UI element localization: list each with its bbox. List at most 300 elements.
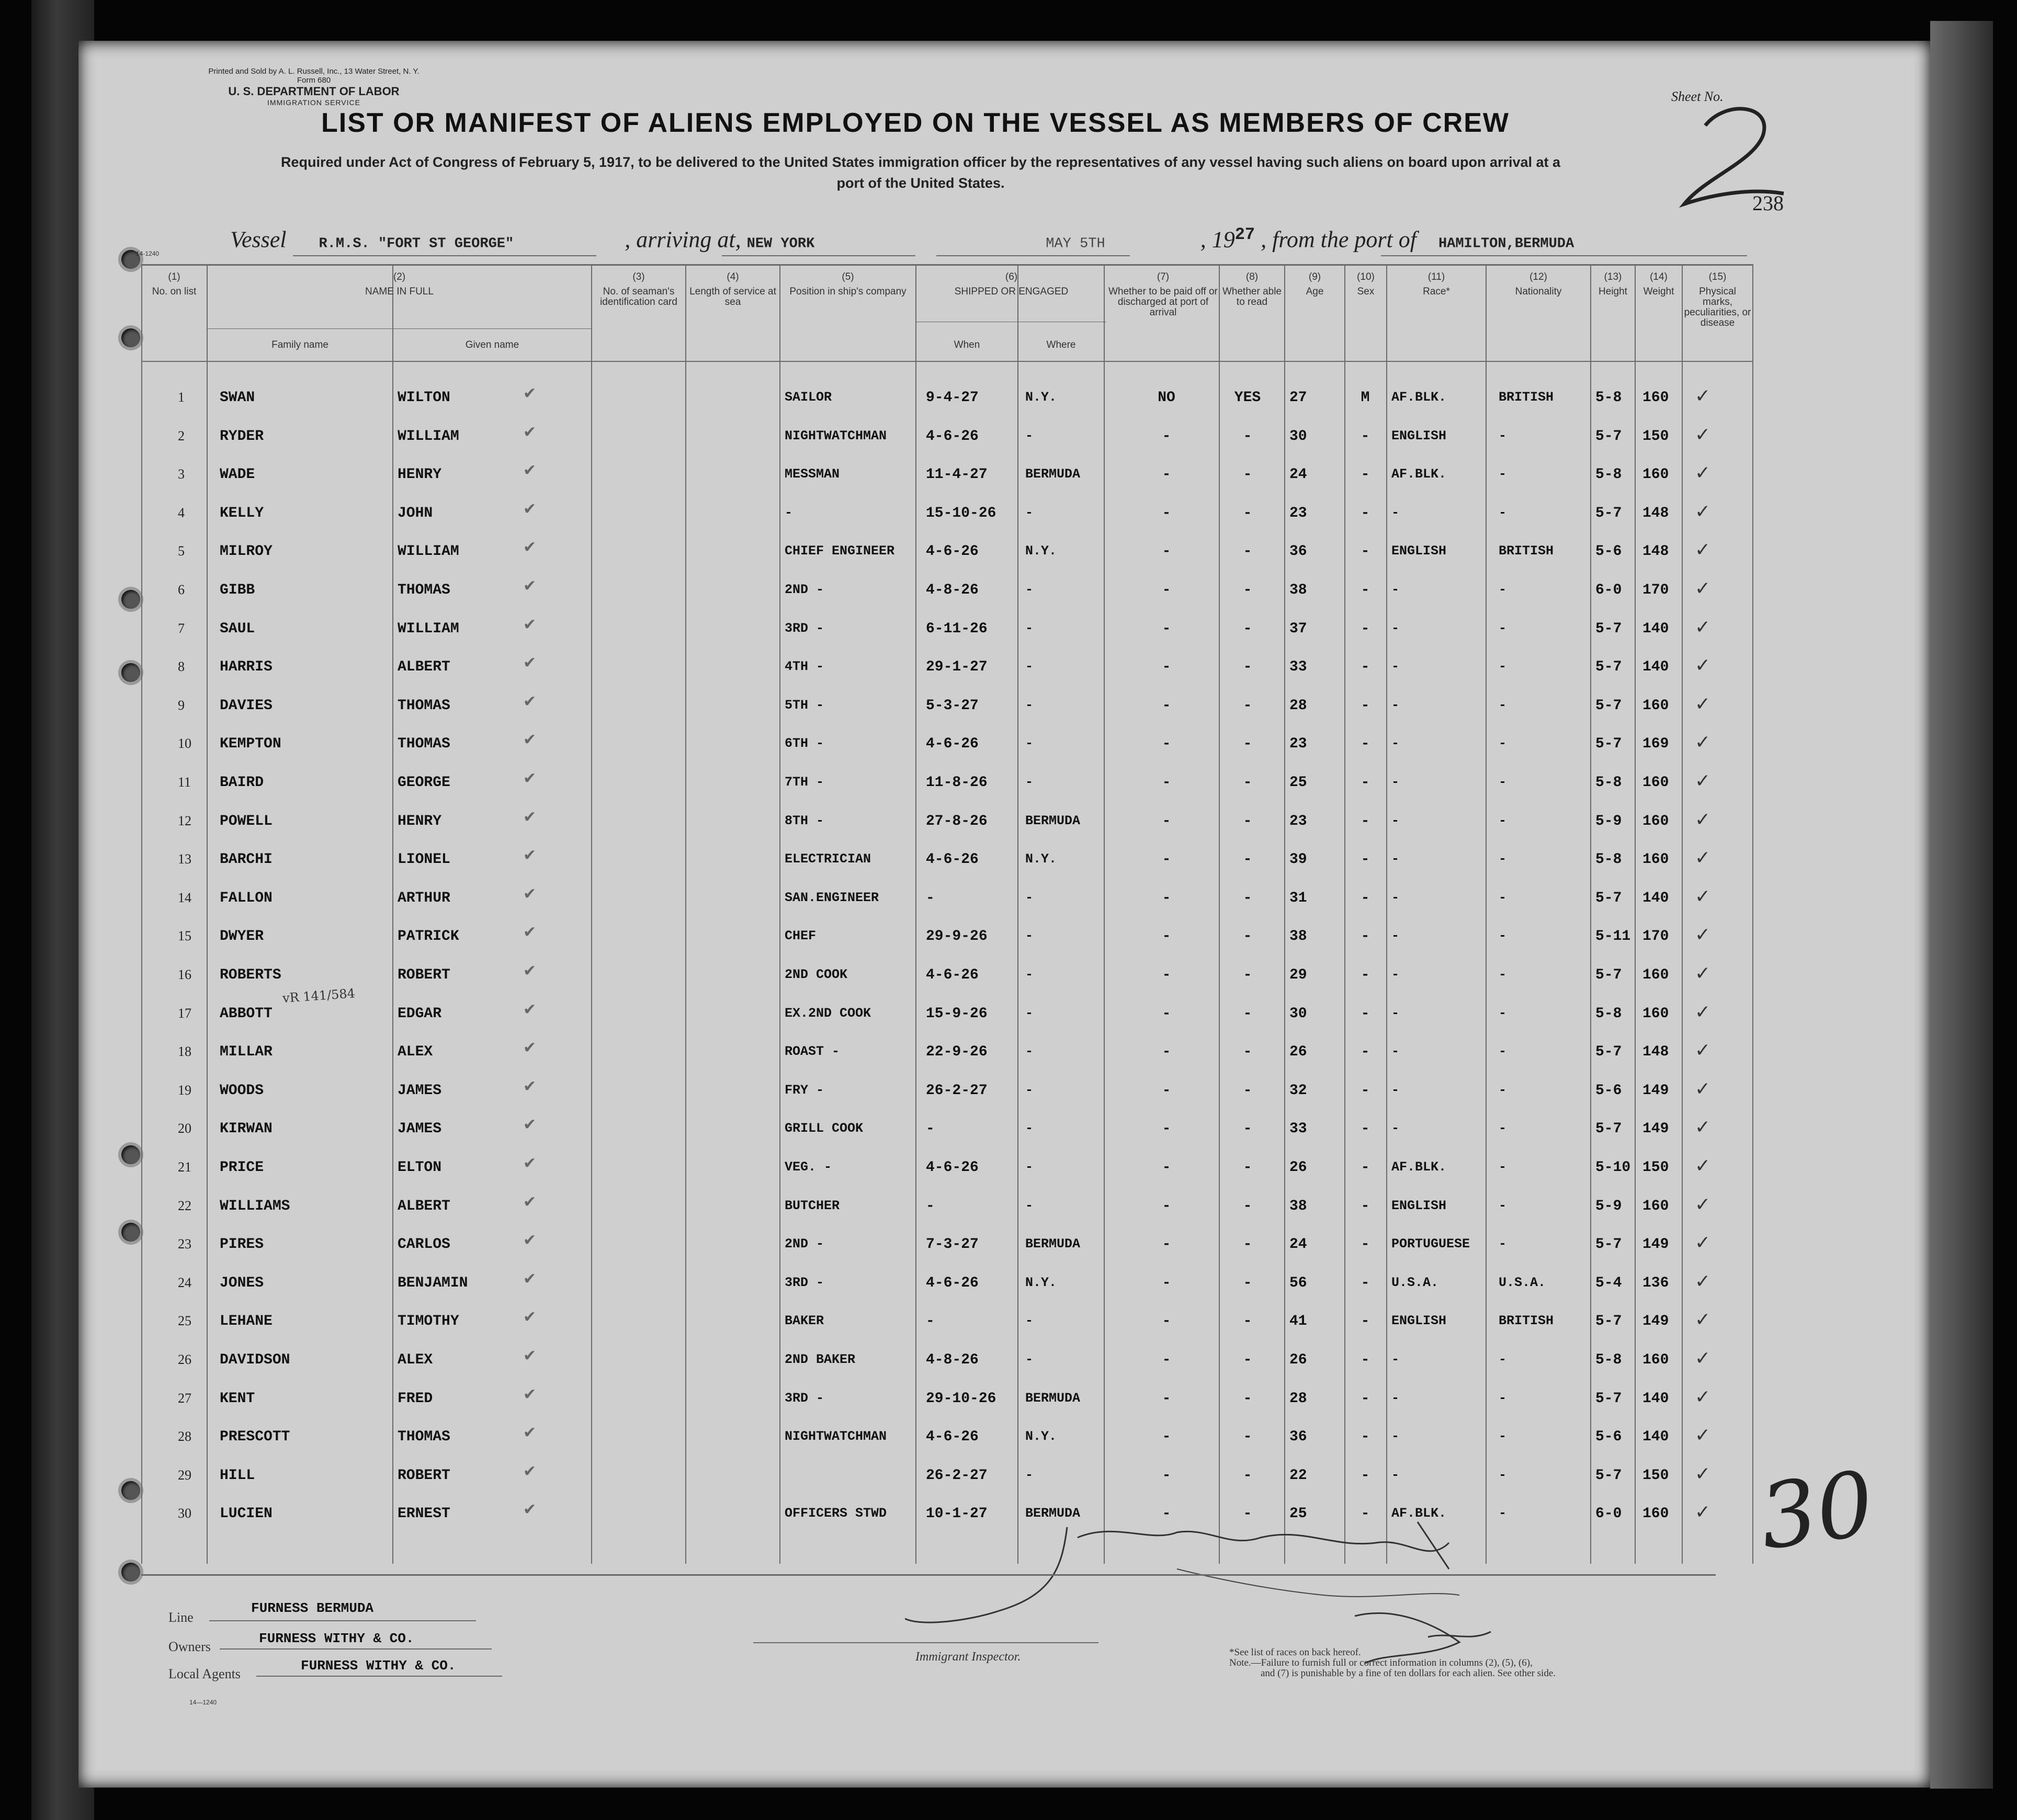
cell-when: 27-8-26 xyxy=(926,813,988,829)
cell-height: 5-9 xyxy=(1595,813,1622,829)
cell-age: 36 xyxy=(1289,1429,1307,1445)
cell-position: 2ND COOK xyxy=(785,967,848,982)
cell-age: 32 xyxy=(1289,1083,1307,1099)
cell-sex: - xyxy=(1361,467,1370,483)
cell-sex: - xyxy=(1361,1275,1370,1291)
cell-given: ALEX xyxy=(398,1352,433,1368)
cell-given: THOMAS xyxy=(398,582,450,598)
checkmark-icon: ✓ xyxy=(1695,617,1711,638)
cell-given: PATRICK xyxy=(398,928,459,945)
row-number: 4 xyxy=(178,505,185,520)
checkmark-icon: ✓ xyxy=(1695,1309,1711,1330)
cell-read: - xyxy=(1243,1236,1252,1253)
cell-nationality: BRITISH xyxy=(1499,1313,1554,1328)
cell-paid: - xyxy=(1162,621,1171,637)
column-rule xyxy=(392,264,393,1564)
cell-where: - xyxy=(1025,1198,1034,1213)
cell-when: 7-3-27 xyxy=(926,1236,979,1253)
col-race-header xyxy=(1387,272,1486,297)
cell-weight: 149 xyxy=(1642,1236,1669,1253)
table-header-rule xyxy=(141,361,1752,362)
cell-weight: 148 xyxy=(1642,1044,1669,1060)
cell-race: AF.BLK. xyxy=(1391,1159,1447,1175)
cell-position: 8TH - xyxy=(785,813,824,828)
cell-read: - xyxy=(1243,1352,1252,1368)
cell-read: - xyxy=(1243,851,1252,868)
cell-when: 4-6-26 xyxy=(926,851,979,868)
cell-family: HARRIS xyxy=(220,659,273,675)
cell-when: 4-8-26 xyxy=(926,1352,979,1368)
cell-race: - xyxy=(1391,698,1400,713)
cell-nationality: - xyxy=(1499,1198,1507,1213)
cell-height: 5-7 xyxy=(1595,698,1622,714)
cell-sex: - xyxy=(1361,582,1370,598)
cell-race: ENGLISH xyxy=(1391,543,1447,559)
cell-read: - xyxy=(1243,428,1252,445)
cell-age: 24 xyxy=(1289,467,1307,483)
cell-where: - xyxy=(1025,698,1034,713)
cell-weight: 160 xyxy=(1642,775,1669,791)
cell-given: WILLIAM xyxy=(398,428,459,445)
cell-height: 5-11 xyxy=(1595,928,1631,945)
arriving-port: NEW YORK xyxy=(746,236,815,252)
cell-race: - xyxy=(1391,1391,1400,1406)
cell-age: 27 xyxy=(1289,390,1307,406)
cell-height: 5-6 xyxy=(1595,1083,1622,1099)
checkmark-icon: ✓ xyxy=(1695,1040,1711,1061)
cell-weight: 160 xyxy=(1642,813,1669,829)
cell-nationality: - xyxy=(1499,698,1507,713)
col-service-header-number: (4) xyxy=(727,271,739,282)
cell-where: - xyxy=(1025,1006,1034,1021)
cell-race: AF.BLK. xyxy=(1391,467,1447,482)
cell-height: 5-6 xyxy=(1595,543,1622,560)
cell-family: SWAN xyxy=(220,390,255,406)
cell-paid: - xyxy=(1162,467,1171,483)
cell-sex: - xyxy=(1361,928,1370,945)
underline xyxy=(1381,255,1747,256)
cell-paid: - xyxy=(1162,1236,1171,1253)
cell-weight: 170 xyxy=(1642,582,1669,598)
cell-age: 56 xyxy=(1289,1275,1307,1291)
col-marks-header-label: Physical marks, peculiarities, or disease xyxy=(1684,286,1751,328)
cell-position: BUTCHER xyxy=(785,1198,840,1213)
cell-weight: 140 xyxy=(1642,890,1669,906)
cell-position: VEG. - xyxy=(785,1159,832,1175)
tick-mark-icon: ✔ xyxy=(523,461,537,480)
cell-weight: 160 xyxy=(1642,1006,1669,1022)
cell-when: 4-6-26 xyxy=(926,543,979,560)
cell-family: HILL xyxy=(220,1468,255,1484)
cell-read: - xyxy=(1243,505,1252,521)
cell-when: 4-6-26 xyxy=(926,1159,979,1176)
col-race-header-label: Race* xyxy=(1423,286,1450,297)
cell-read: - xyxy=(1243,1159,1252,1176)
cell-nationality: BRITISH xyxy=(1499,390,1554,405)
cell-race: - xyxy=(1391,1006,1400,1021)
checkmark-icon: ✓ xyxy=(1695,655,1711,676)
cell-position: 2ND - xyxy=(785,1236,824,1252)
cell-given: JAMES xyxy=(398,1121,442,1137)
cell-read: - xyxy=(1243,543,1252,560)
vessel-line xyxy=(230,225,1574,253)
cell-position: 5TH - xyxy=(785,698,824,713)
cell-nationality: - xyxy=(1499,1236,1507,1252)
col-age-header xyxy=(1285,272,1344,297)
cell-family: DAVIES xyxy=(220,698,273,714)
cell-height: 5-10 xyxy=(1595,1159,1631,1176)
cell-paid: - xyxy=(1162,813,1171,829)
cell-age: 38 xyxy=(1289,928,1307,945)
page-subtitle xyxy=(214,152,1627,194)
tick-mark-icon: ✔ xyxy=(523,962,537,980)
tick-mark-icon: ✔ xyxy=(523,1039,537,1057)
cell-position: 6TH - xyxy=(785,736,824,751)
tick-mark-icon: ✔ xyxy=(523,1193,537,1211)
cell-paid: - xyxy=(1162,928,1171,945)
cell-family: ABBOTT xyxy=(220,1006,273,1022)
row-number: 7 xyxy=(178,621,185,636)
binder-hole xyxy=(121,1481,140,1500)
cell-weight: 160 xyxy=(1642,1198,1669,1214)
cell-height: 5-7 xyxy=(1595,659,1622,675)
cell-position: 3RD - xyxy=(785,1391,824,1406)
tick-mark-icon: ✔ xyxy=(523,885,537,903)
tick-mark-icon: ✔ xyxy=(523,384,537,403)
cell-age: 30 xyxy=(1289,1006,1307,1022)
cell-when: 9-4-27 xyxy=(926,390,979,406)
cell-height: 5-7 xyxy=(1595,1468,1622,1484)
cell-family: POWELL xyxy=(220,813,273,829)
cell-paid: - xyxy=(1162,428,1171,445)
row-number: 2 xyxy=(178,428,185,443)
row-number: 22 xyxy=(178,1198,191,1213)
page-edge xyxy=(1930,21,1993,1789)
cell-given: FRED xyxy=(398,1391,433,1407)
cell-paid: - xyxy=(1162,1391,1171,1407)
tick-mark-icon: ✔ xyxy=(523,769,537,788)
column-rule xyxy=(1486,264,1487,1564)
cell-age: 38 xyxy=(1289,582,1307,598)
cell-given: THOMAS xyxy=(398,1429,450,1445)
checkmark-icon: ✓ xyxy=(1695,886,1711,907)
cell-nationality: - xyxy=(1499,428,1507,443)
footnote-penalty-1: Note.—Failure to furnish full or correct information in columns (2), (5), (6), xyxy=(1229,1657,1533,1668)
cell-age: 30 xyxy=(1289,428,1307,445)
cell-where: - xyxy=(1025,967,1034,982)
cell-read: - xyxy=(1243,1506,1252,1522)
col-shipped-header-label: SHIPPED OR ENGAGED xyxy=(954,286,1069,297)
footnote-penalty-2: and (7) is punishable by a fine of ten dollars for each alien. See other side. xyxy=(1261,1668,1556,1679)
cell-nationality: - xyxy=(1499,1468,1507,1483)
col-name-header-label: NAME IN FULL xyxy=(365,286,434,297)
cell-given: JAMES xyxy=(398,1083,442,1099)
col-no-header-number: (1) xyxy=(168,271,180,282)
cell-given: ELTON xyxy=(398,1159,442,1176)
cell-sex: - xyxy=(1361,967,1370,983)
column-rule xyxy=(207,264,208,1564)
col-idcard-header-number: (3) xyxy=(632,271,645,282)
cell-where: - xyxy=(1025,505,1034,520)
vessel-label: Vessel xyxy=(230,226,287,253)
cell-family: MILLAR xyxy=(220,1044,273,1060)
tick-mark-icon: ✔ xyxy=(523,1077,537,1096)
cell-weight: 149 xyxy=(1642,1083,1669,1099)
cell-given: ROBERT xyxy=(398,1468,450,1484)
cell-race: - xyxy=(1391,736,1400,751)
cell-when: 4-6-26 xyxy=(926,428,979,445)
cell-where: BERMUDA xyxy=(1025,1506,1081,1521)
cell-age: 41 xyxy=(1289,1313,1307,1329)
cell-read: - xyxy=(1243,736,1252,752)
tick-mark-icon: ✔ xyxy=(523,1347,537,1365)
cell-weight: 160 xyxy=(1642,851,1669,868)
column-rule xyxy=(1635,264,1636,1564)
when-subheader: When xyxy=(954,339,980,350)
cell-paid: - xyxy=(1162,1198,1171,1214)
cell-given: GEORGE xyxy=(398,775,450,791)
col-nationality-header-label: Nationality xyxy=(1515,286,1562,297)
cell-where: - xyxy=(1025,1352,1034,1367)
cell-paid: - xyxy=(1162,1083,1171,1099)
cell-where: - xyxy=(1025,1468,1034,1483)
column-rule xyxy=(1752,264,1753,1564)
cell-when: 5-3-27 xyxy=(926,698,979,714)
form-code-top: 14-1240 xyxy=(136,250,160,257)
checkmark-icon: ✓ xyxy=(1695,1117,1711,1138)
checkmark-icon: ✓ xyxy=(1695,1425,1711,1446)
cell-sex: - xyxy=(1361,1006,1370,1022)
department: U. S. DEPARTMENT OF LABOR xyxy=(228,85,400,98)
cell-given: ROBERT xyxy=(398,967,450,983)
agents-label: Local Agents xyxy=(168,1666,241,1681)
agents-value: FURNESS WITHY & CO. xyxy=(301,1658,456,1674)
cell-position: GRILL COOK xyxy=(785,1121,864,1136)
cell-where: N.Y. xyxy=(1025,851,1057,867)
tick-mark-icon: ✔ xyxy=(523,1000,537,1019)
cell-sex: - xyxy=(1361,1121,1370,1137)
cell-where: - xyxy=(1025,582,1034,597)
cell-family: DAVIDSON xyxy=(220,1352,290,1368)
row-number: 17 xyxy=(178,1006,191,1021)
cell-age: 25 xyxy=(1289,775,1307,791)
cell-given: ALEX xyxy=(398,1044,433,1060)
row-number: 5 xyxy=(178,543,185,559)
checkmark-icon: ✓ xyxy=(1695,1194,1711,1215)
col-idcard-header-label: No. of seaman's identification card xyxy=(600,286,677,308)
binder-hole xyxy=(121,1563,140,1582)
cell-age: 26 xyxy=(1289,1159,1307,1176)
cell-family: WILLIAMS xyxy=(220,1198,290,1214)
cell-paid: - xyxy=(1162,967,1171,983)
cell-paid: - xyxy=(1162,890,1171,906)
col-read-header xyxy=(1220,272,1284,308)
cell-nationality: - xyxy=(1499,582,1507,597)
cell-nationality: - xyxy=(1499,1121,1507,1136)
cell-weight: 160 xyxy=(1642,1352,1669,1368)
col-read-header-label: Whether able to read xyxy=(1222,286,1282,308)
cell-race: - xyxy=(1391,1468,1400,1483)
cell-weight: 149 xyxy=(1642,1313,1669,1329)
cell-race: AF.BLK. xyxy=(1391,1506,1447,1521)
col-shipped-header-number: (6) xyxy=(1005,271,1018,282)
col-position-header-label: Position in ship's company xyxy=(789,286,906,297)
cell-where: BERMUDA xyxy=(1025,813,1081,828)
cell-position: BAKER xyxy=(785,1313,824,1328)
cell-family: RYDER xyxy=(220,428,264,445)
col-marks-header xyxy=(1683,272,1752,328)
cell-height: 5-7 xyxy=(1595,1121,1622,1137)
cell-weight: 160 xyxy=(1642,1506,1669,1522)
tick-mark-icon: ✔ xyxy=(523,423,537,441)
owners-label: Owners xyxy=(168,1639,211,1654)
tick-mark-icon: ✔ xyxy=(523,1116,537,1134)
underline xyxy=(256,1676,502,1677)
cell-where: - xyxy=(1025,1083,1034,1098)
checkmark-icon: ✓ xyxy=(1695,385,1711,407)
cell-height: 6-0 xyxy=(1595,582,1622,598)
cell-sex: - xyxy=(1361,505,1370,521)
cell-nationality: - xyxy=(1499,1083,1507,1098)
cell-when: 22-9-26 xyxy=(926,1044,988,1060)
cell-when: 15-9-26 xyxy=(926,1006,988,1022)
sheet-label: Sheet No. xyxy=(1671,89,1724,104)
cell-read: - xyxy=(1243,1313,1252,1329)
checkmark-icon: ✓ xyxy=(1695,1232,1711,1254)
col-height-header-label: Height xyxy=(1599,286,1627,297)
row-number: 11 xyxy=(178,775,191,790)
cell-sex: - xyxy=(1361,543,1370,560)
col-weight-header-label: Weight xyxy=(1643,286,1674,297)
cell-race: ENGLISH xyxy=(1391,428,1447,443)
cell-where: - xyxy=(1025,1044,1034,1059)
cell-when: 10-1-27 xyxy=(926,1506,988,1522)
cell-where: BERMUDA xyxy=(1025,1391,1081,1406)
subtitle-line-2: port of the United States. xyxy=(836,175,1005,191)
cell-age: 22 xyxy=(1289,1468,1307,1484)
cell-read: - xyxy=(1243,1083,1252,1099)
cell-given: THOMAS xyxy=(398,736,450,752)
cell-where: - xyxy=(1025,1159,1034,1175)
cell-sex: - xyxy=(1361,1468,1370,1484)
cell-where: - xyxy=(1025,1313,1034,1328)
checkmark-icon: ✓ xyxy=(1695,1348,1711,1369)
cell-nationality: - xyxy=(1499,621,1507,636)
cell-sex: - xyxy=(1361,428,1370,445)
cell-family: PIRES xyxy=(220,1236,264,1253)
row-number: 29 xyxy=(178,1468,191,1483)
cell-given: JOHN xyxy=(398,505,433,521)
col-marks-header-number: (15) xyxy=(1708,271,1727,282)
page-title: LIST OR MANIFEST OF ALIENS EMPLOYED ON THE VESSEL AS MEMBERS OF CREW xyxy=(321,108,1510,138)
column-rule xyxy=(685,264,686,1564)
col-sex-header xyxy=(1345,272,1386,297)
cell-when: 4-8-26 xyxy=(926,582,979,598)
row-number: 24 xyxy=(178,1275,191,1290)
col-nationality-header-number: (12) xyxy=(1529,271,1547,282)
col-sex-header-label: Sex xyxy=(1357,286,1375,297)
cell-age: 36 xyxy=(1289,543,1307,560)
cell-weight: 140 xyxy=(1642,659,1669,675)
cell-nationality: - xyxy=(1499,1159,1507,1175)
cell-read: - xyxy=(1243,1121,1252,1137)
cell-race: - xyxy=(1391,1429,1400,1444)
row-number: 30 xyxy=(178,1506,191,1521)
cell-position: 2ND BAKER xyxy=(785,1352,856,1367)
cell-read: - xyxy=(1243,1391,1252,1407)
cell-height: 5-7 xyxy=(1595,736,1622,752)
col-name-header-number: (2) xyxy=(393,271,406,282)
printer-line: Printed and Sold by A. L. Russell, Inc., 13 Water Street, N. Y. xyxy=(208,67,420,76)
binder-hole xyxy=(121,328,140,347)
cell-sex: - xyxy=(1361,1083,1370,1099)
cell-paid: - xyxy=(1162,851,1171,868)
cell-paid: - xyxy=(1162,1506,1171,1522)
row-number: 19 xyxy=(178,1083,191,1098)
cell-family: PRICE xyxy=(220,1159,264,1176)
cell-position: 3RD - xyxy=(785,621,824,636)
cell-height: 5-8 xyxy=(1595,1006,1622,1022)
cell-read: - xyxy=(1243,1044,1252,1060)
cell-age: 29 xyxy=(1289,967,1307,983)
cell-read: - xyxy=(1243,1006,1252,1022)
cell-age: 33 xyxy=(1289,1121,1307,1137)
cell-position: 4TH - xyxy=(785,659,824,674)
col-weight-header xyxy=(1636,272,1682,297)
checkmark-icon: ✓ xyxy=(1695,963,1711,984)
margin-note: vR 141/584 xyxy=(282,986,356,1006)
cell-when: - xyxy=(926,1121,935,1137)
cell-where: N.Y. xyxy=(1025,1275,1057,1290)
cell-race: - xyxy=(1391,1352,1400,1367)
cell-paid: - xyxy=(1162,1429,1171,1445)
cell-weight: 160 xyxy=(1642,698,1669,714)
cell-read: - xyxy=(1243,775,1252,791)
tick-mark-icon: ✔ xyxy=(523,654,537,672)
cell-paid: - xyxy=(1162,1352,1171,1368)
cell-given: HENRY xyxy=(398,813,442,829)
tally-handwritten: 30 xyxy=(1753,1451,1880,1571)
cell-age: 31 xyxy=(1289,890,1307,906)
cell-where: - xyxy=(1025,659,1034,674)
cell-when: - xyxy=(926,1198,935,1214)
cell-race: PORTUGUESE xyxy=(1391,1236,1470,1252)
tick-mark-icon: ✔ xyxy=(523,1462,537,1481)
tick-mark-icon: ✔ xyxy=(523,1308,537,1326)
family-name-subheader: Family name xyxy=(271,339,328,350)
checkmark-icon: ✓ xyxy=(1695,924,1711,946)
cell-family: ROBERTS xyxy=(220,967,281,983)
footer-divider xyxy=(141,1574,1716,1576)
cell-race: - xyxy=(1391,967,1400,982)
checkmark-icon: ✓ xyxy=(1695,847,1711,869)
arriving-label: , arriving at, xyxy=(625,226,741,253)
column-rule xyxy=(1104,264,1105,1564)
cell-where: - xyxy=(1025,890,1034,905)
column-rule xyxy=(1344,264,1345,1564)
cell-race: U.S.A. xyxy=(1391,1275,1439,1290)
cell-nationality: - xyxy=(1499,1352,1507,1367)
cell-sex: - xyxy=(1361,851,1370,868)
year-prefix: , 19 xyxy=(1200,226,1235,253)
tick-mark-icon: ✔ xyxy=(523,846,537,864)
cell-paid: - xyxy=(1162,1275,1171,1291)
cell-age: 37 xyxy=(1289,621,1307,637)
shipped-split-rule xyxy=(1017,322,1018,361)
cell-age: 23 xyxy=(1289,736,1307,752)
tick-mark-icon: ✔ xyxy=(523,616,537,634)
col-height-header xyxy=(1591,272,1635,297)
